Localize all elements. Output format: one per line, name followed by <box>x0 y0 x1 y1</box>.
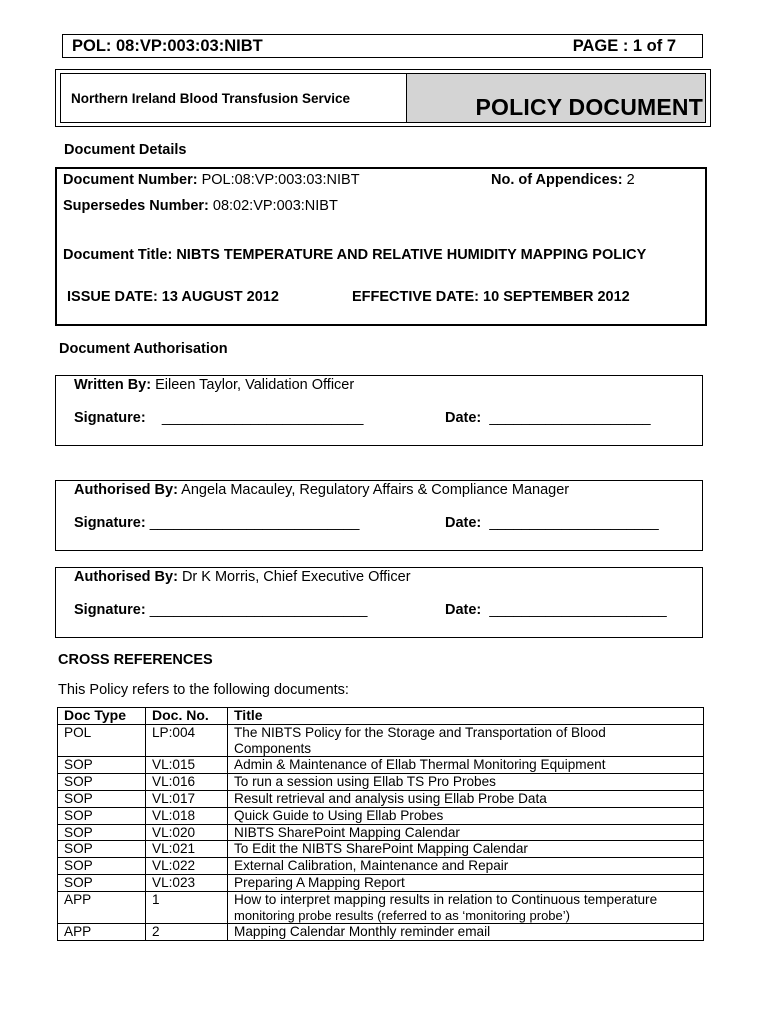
doc-type-cell <box>58 724 146 757</box>
author-label: Written By: <box>74 377 152 393</box>
service-banner <box>55 69 711 127</box>
title-cell <box>228 724 704 757</box>
date-row <box>445 410 651 426</box>
title-cell <box>228 790 704 807</box>
doc-type-cell-text: APP <box>64 924 92 940</box>
supersedes-label: Supersedes Number: <box>63 198 209 214</box>
title-cell <box>228 858 704 875</box>
date-label: Date: <box>445 410 482 426</box>
page-header <box>62 34 703 58</box>
doc-no-cell <box>146 874 228 891</box>
policy-document-title: POLICY DOCUMENT <box>475 94 703 120</box>
doc-type-cell-text: POL <box>64 724 92 740</box>
cross-references-body <box>58 724 704 940</box>
doc-no-cell-text: LP:004 <box>152 724 196 740</box>
signature-label: Signature: <box>74 602 146 618</box>
table-row <box>58 874 704 891</box>
signature-row <box>74 515 359 531</box>
date-row <box>445 602 667 618</box>
doc-type-cell <box>58 858 146 875</box>
doc-no-cell-text: 1 <box>152 891 160 907</box>
date-line: ______________________ <box>489 602 667 618</box>
title-cell-text: The NIBTS Policy for the Storage and Transportation of Blood <box>234 724 606 740</box>
title-cell <box>228 924 704 941</box>
doc-no-cell-text: VL:017 <box>152 790 196 806</box>
title-cell-text: To Edit the NIBTS SharePoint Mapping Calendar <box>234 841 528 857</box>
title-cell-text: Mapping Calendar Monthly reminder email <box>234 924 491 940</box>
cross-references-intro: This Policy refers to the following documents: <box>58 682 349 698</box>
doc-type-cell-text: APP <box>64 891 92 907</box>
document-authorisation-heading: Document Authorisation <box>59 341 228 357</box>
signature-label: Signature: <box>74 515 146 531</box>
doc-type-cell <box>58 874 146 891</box>
doc-type-cell <box>58 841 146 858</box>
authoriser-row <box>74 569 411 585</box>
doc-type-cell <box>58 757 146 774</box>
table-row <box>58 774 704 791</box>
doc-no-cell <box>146 790 228 807</box>
doc-type-cell <box>58 807 146 824</box>
authoriser-row <box>74 482 569 498</box>
date-label: Date: <box>445 515 482 531</box>
doc-no-cell-text: VL:020 <box>152 824 196 840</box>
doc-no-cell <box>146 774 228 791</box>
page-number: PAGE : 1 of 7 <box>572 37 676 55</box>
title-cell-text: How to interpret mapping results in relation to Continuous temperature <box>234 891 658 907</box>
appendices-label: No. of Appendices: <box>491 172 623 188</box>
doc-type-cell-text: SOP <box>64 858 93 874</box>
doc-type-cell <box>58 774 146 791</box>
doc-no-cell-text: VL:023 <box>152 874 196 890</box>
title-cell-text: Admin & Maintenance of Ellab Thermal Monitoring Equipment <box>234 757 606 773</box>
doc-no-cell <box>146 841 228 858</box>
table-row <box>58 824 704 841</box>
doc-type-cell-text: SOP <box>64 807 93 823</box>
document-title-row <box>63 247 646 263</box>
doc-type-cell-text: SOP <box>64 824 93 840</box>
title-cell-text: NIBTS SharePoint Mapping Calendar <box>234 824 460 840</box>
document-number-label: Document Number: <box>63 172 198 188</box>
table-row <box>58 858 704 875</box>
cross-references-heading: CROSS REFERENCES <box>58 652 213 668</box>
service-banner-inner <box>60 73 706 123</box>
title-cell-continued: monitoring probe results (referred to as ‘monitoring probe’) <box>234 907 570 923</box>
authoriser-label: Authorised By: <box>74 482 178 498</box>
title-cell <box>228 757 704 774</box>
table-row <box>58 891 704 924</box>
doc-no-cell <box>146 858 228 875</box>
doc-type-cell-text: SOP <box>64 774 93 790</box>
title-cell <box>228 774 704 791</box>
title-cell <box>228 841 704 858</box>
doc-no-cell-text: 2 <box>152 924 160 940</box>
title-cell-text: Result retrieval and analysis using Ellab Probe Data <box>234 790 547 806</box>
authorisation-box-compliance <box>55 480 703 551</box>
doc-no-cell <box>146 824 228 841</box>
doc-no-cell <box>146 757 228 774</box>
date-line: ____________________ <box>489 410 651 426</box>
title-cell-continued: Components <box>234 740 312 756</box>
table-row <box>58 724 704 757</box>
doc-type-cell-text: SOP <box>64 757 93 773</box>
authoriser-name: Angela Macauley, Regulatory Affairs & Compliance Manager <box>181 482 570 498</box>
authorisation-box-ceo <box>55 567 703 638</box>
title-cell <box>228 874 704 891</box>
table-row <box>58 790 704 807</box>
title-cell-text: External Calibration, Maintenance and Repair <box>234 858 509 874</box>
doc-type-cell-text: SOP <box>64 874 93 890</box>
date-row <box>445 515 659 531</box>
signature-line: ___________________________ <box>149 602 368 618</box>
doc-type-cell-text: SOP <box>64 841 93 857</box>
appendices-value: 2 <box>626 172 635 188</box>
doc-no-cell <box>146 807 228 824</box>
appendices-row <box>491 172 635 188</box>
doc-type-cell <box>58 924 146 941</box>
document-code: POL: 08:VP:003:03:NIBT <box>72 37 263 55</box>
authoriser-name: Dr K Morris, Chief Executive Officer <box>181 569 411 585</box>
authorisation-box-written <box>55 375 703 446</box>
table-row <box>58 841 704 858</box>
table-row <box>58 757 704 774</box>
doc-type-cell <box>58 824 146 841</box>
document-number-row <box>63 172 360 188</box>
doc-type-cell <box>58 891 146 924</box>
signature-label: Signature: <box>74 410 146 426</box>
document-title-value: NIBTS TEMPERATURE AND RELATIVE HUMIDITY MAPPING POLICY <box>176 247 647 263</box>
document-title-label: Document Title: <box>63 247 173 263</box>
author-name: Eileen Taylor, Validation Officer <box>155 377 355 393</box>
doc-no-cell-text: VL:015 <box>152 757 196 773</box>
column-header-doc-no: Doc. No. <box>146 708 228 725</box>
table-row <box>58 807 704 824</box>
doc-type-cell <box>58 790 146 807</box>
policy-title-panel <box>406 74 705 122</box>
authoriser-label: Authorised By: <box>74 569 178 585</box>
title-cell-text: Quick Guide to Using Ellab Probes <box>234 807 444 823</box>
title-cell <box>228 891 704 924</box>
doc-no-cell-text: VL:016 <box>152 774 196 790</box>
signature-row <box>74 602 367 618</box>
cross-references-table <box>57 707 704 941</box>
signature-line: __________________________ <box>149 515 360 531</box>
doc-no-cell-text: VL:021 <box>152 841 196 857</box>
title-cell <box>228 807 704 824</box>
signature-line: _________________________ <box>161 410 364 426</box>
column-header-doc-type: Doc Type <box>58 708 146 725</box>
document-details-box <box>55 167 707 326</box>
column-header-title: Title <box>228 708 704 725</box>
issue-date: ISSUE DATE: 13 AUGUST 2012 <box>67 289 279 305</box>
doc-no-cell-text: VL:018 <box>152 807 196 823</box>
title-cell-text: To run a session using Ellab TS Pro Probes <box>234 774 496 790</box>
doc-no-cell <box>146 891 228 924</box>
doc-no-cell <box>146 924 228 941</box>
title-cell <box>228 824 704 841</box>
document-details-heading: Document Details <box>64 142 187 158</box>
supersedes-value: 08:02:VP:003:NIBT <box>212 198 338 214</box>
date-label: Date: <box>445 602 482 618</box>
doc-type-cell-text: SOP <box>64 790 93 806</box>
doc-no-cell-text: VL:022 <box>152 858 196 874</box>
table-header-row <box>58 708 704 725</box>
supersedes-row <box>63 198 338 214</box>
title-cell-text: Preparing A Mapping Report <box>234 874 405 890</box>
service-name: Northern Ireland Blood Transfusion Service <box>71 91 351 106</box>
table-row <box>58 924 704 941</box>
author-row <box>74 377 354 393</box>
doc-no-cell <box>146 724 228 757</box>
document-number-value: POL:08:VP:003:03:NIBT <box>201 172 360 188</box>
effective-date: EFFECTIVE DATE: 10 SEPTEMBER 2012 <box>352 289 630 305</box>
date-line: _____________________ <box>489 515 659 531</box>
signature-row <box>74 410 363 426</box>
